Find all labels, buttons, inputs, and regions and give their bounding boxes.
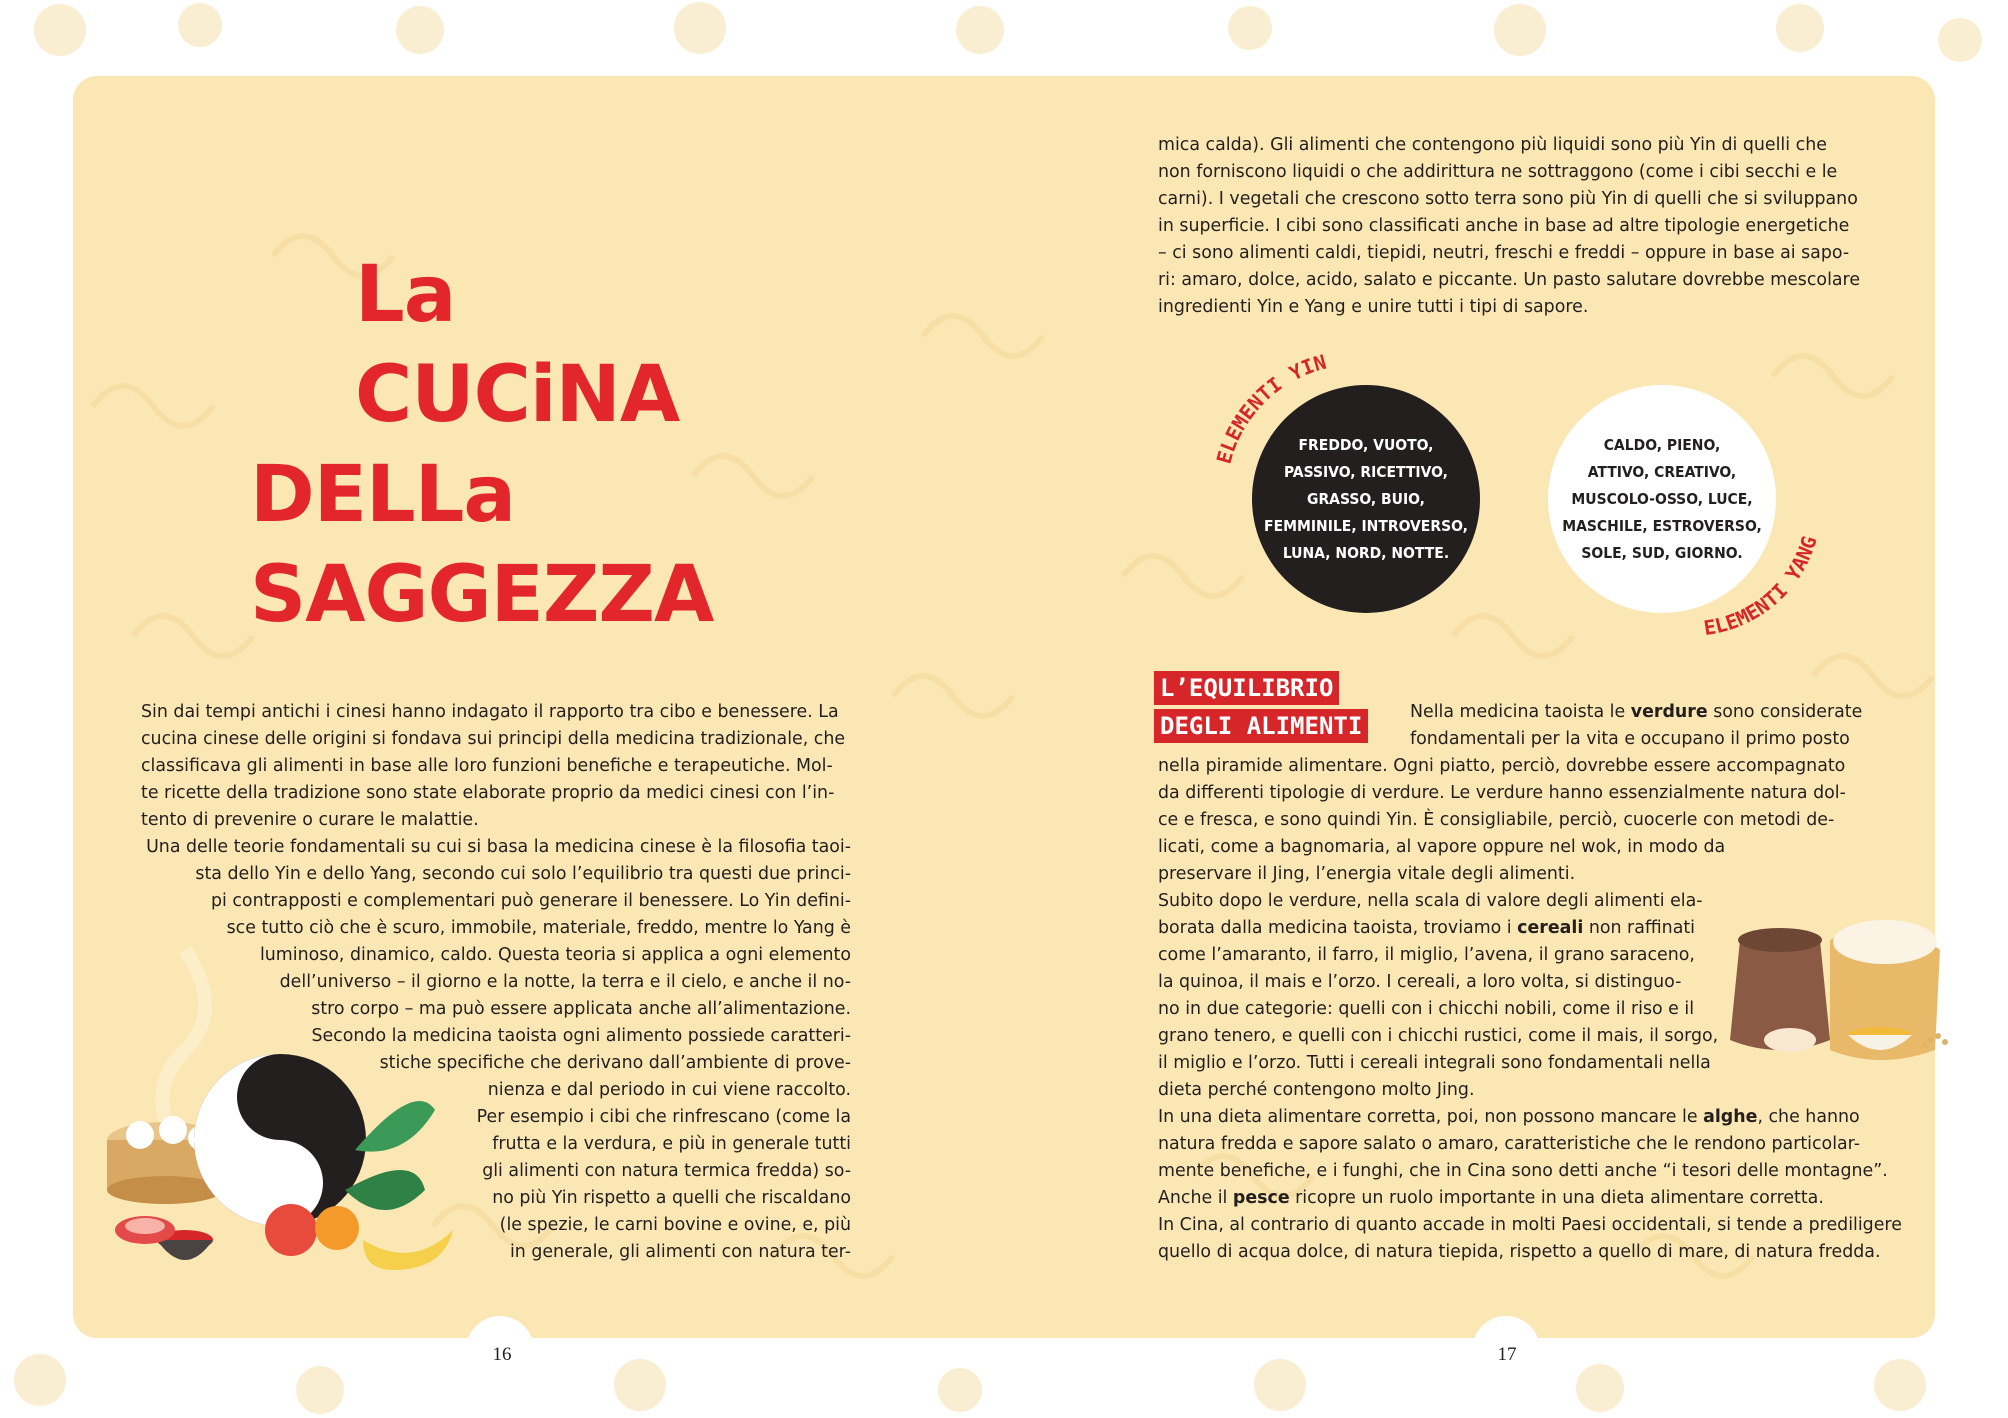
yin-label-arc (1200, 335, 1400, 495)
text-line: Una delle teorie fondamentali su cui si basa la medicina cinese è la filosofia taoi- (146, 837, 851, 857)
page-number-right: 17 (1497, 1344, 1517, 1365)
text-line: classificava gli alimenti in base alle loro funzioni benefiche e terapeutiche. Mol- (141, 756, 833, 776)
text-line: nienza e dal periodo in cui viene raccolto. (487, 1080, 851, 1100)
text-line: no in due categorie: quelli con i chicchi nobili, come il riso e il (1158, 999, 1695, 1019)
yang-label: ELEMENTI YANG (1702, 533, 1822, 641)
intro-paragraph (141, 699, 851, 834)
steam-swirl (162, 950, 205, 1140)
text-line: mente benefiche, e i funghi, che in Cina sono detti anche “i tesori delle montagne”. (1158, 1161, 1888, 1181)
text-line: te ricette della tradizione sono state elaborate proprio da medici cinesi con l’in- (141, 783, 835, 803)
text-line: dieta perché contengono molto Jing. (1158, 1080, 1475, 1100)
yang-item: SOLE, SUD, GIORNO. (1581, 543, 1743, 562)
text-line: grano tenero, e quelli con i chicchi rustici, come il mais, il sorgo, (1158, 1026, 1719, 1046)
bold-term: pesce (1232, 1188, 1290, 1208)
text-line: pi contrapposti e complementari può generare il benessere. Lo Yin defini- (210, 891, 851, 911)
yin-item: FREDDO, VUOTO, (1298, 435, 1434, 454)
svg-text:ELEMENTI YANG (1702, 533, 1822, 640)
text-line: mica calda). Gli alimenti che contengono più liquidi sono più Yin di quelli che (1158, 135, 1827, 155)
title-line-1: La CUCiNA (355, 250, 680, 440)
egg-shapes (1764, 1028, 1816, 1052)
text-line: Sin dai tempi antichi i cinesi hanno indagato il rapporto tra cibo e benessere. La (141, 702, 839, 722)
text-line: natura fredda e sapore salato o amaro, caratteristiche che le rendono particolar- (1158, 1134, 1860, 1154)
text-line: sce tutto ciò che è scuro, immobile, materiale, freddo, mentre lo Yang è (226, 918, 851, 938)
fruits (265, 1204, 453, 1270)
section-intro (1410, 699, 1868, 753)
yin-yang-food-illustration (105, 930, 465, 1280)
text-line: dell’universo – il giorno e la notte, la terra e il cielo, e anche il no- (279, 972, 851, 992)
yang-item: MASCHILE, ESTROVERSO, (1562, 516, 1762, 535)
text-line: sta dello Yin e dello Yang, secondo cui solo l’equilibrio tra questi due princi- (195, 864, 851, 884)
text-line: in generale, gli alimenti con natura ter- (509, 1242, 851, 1262)
text-line: la quinoa, il mais e l’orzo. I cereali, a loro volta, si distinguo- (1158, 972, 1682, 992)
yin-item: FEMMINILE, INTROVERSO, (1264, 516, 1468, 535)
text-line: cucina cinese delle origini si fondava sui principi della medicina tradizionale, che (141, 729, 846, 749)
text-line: tento di prevenire o curare le malattie. (141, 810, 479, 830)
svg-text:ELEMENTI YIN (1212, 350, 1329, 467)
text-line: stro corpo – ma può essere applicata anche all’alimentazione. (311, 999, 851, 1019)
text-line: In Cina, al contrario di quanto accade in molti Paesi occidentali, si tende a prediligere (1158, 1215, 1902, 1235)
yang-item: ATTIVO, CREATIVO, (1587, 462, 1737, 481)
text-line: non forniscono liquidi o che addirittura ne sottraggono (come i cibi secchi e le (1158, 162, 1838, 182)
text-line: carni). I vegetali che crescono sotto terra sono più Yin di quelli che si sviluppano (1158, 189, 1858, 209)
text-line: Nella medicina taoista le verdure sono considerate (1410, 702, 1863, 722)
text-line: come l’amaranto, il farro, il miglio, l’avena, il grano saraceno, (1158, 945, 1695, 965)
yang-item: CALDO, PIENO, (1603, 435, 1721, 454)
text-line: gli alimenti con natura termica fredda) so- (482, 1161, 851, 1181)
text-line: stiche specifiche che derivano dall’ambiente di prove- (379, 1053, 851, 1073)
text-line: in superficie. I cibi sono classificati anche in base ad altre tipologie energetiche (1158, 216, 1850, 236)
text-line: preservare il Jing, l’energia vitale degli alimenti. (1158, 864, 1576, 884)
page-title (250, 245, 775, 645)
text-line: frutta e la verdura, e più in generale tutti (492, 1134, 851, 1154)
meat-slice (115, 1216, 175, 1244)
text-line: ce e fresca, e sono quindi Yin. È consigliabile, perciò, cuocerle con metodi de- (1158, 810, 1835, 830)
yin-yang-symbol (194, 1054, 366, 1226)
bold-term: verdure (1630, 702, 1708, 722)
yin-item: PASSIVO, RICETTIVO, (1284, 462, 1448, 481)
text-line: ri: amaro, dolce, acido, salato e piccante. Un pasto salutare dovrebbe mescolare (1158, 270, 1861, 290)
yin-label: ELEMENTI YIN (1211, 349, 1329, 467)
text-line: In una dieta alimentare corretta, poi, non possono mancare le alghe, che hanno (1158, 1107, 1860, 1127)
yang-label-arc (1690, 470, 1830, 650)
section-heading-line-1: L’EQUILIBRIO (1154, 671, 1339, 705)
page-number-left: 16 (492, 1344, 512, 1365)
text-line: (le spezie, le carni bovine e ovine, e, più (499, 1215, 851, 1235)
text-line: il miglio e l’orzo. Tutti i cereali integrali sono fondamentali nella (1158, 1053, 1711, 1073)
text-line: ingredienti Yin e Yang e unire tutti i tipi di sapore. (1158, 297, 1589, 317)
text-line: quello di acqua dolce, di natura tiepida, rispetto a quello di mare, di natura fredda. (1158, 1242, 1881, 1262)
yang-item: MUSCOLO-OSSO, LUCE, (1571, 489, 1753, 508)
text-line: fondamentali per la vita e occupano il primo posto (1410, 729, 1850, 749)
yin-item: GRASSO, BUIO, (1307, 489, 1425, 508)
continued-paragraph (1158, 132, 1868, 321)
text-line: Secondo la medicina taoista ogni alimento possiede caratteri- (311, 1026, 851, 1046)
yin-item: LUNA, NORD, NOTTE. (1282, 543, 1450, 562)
text-line: nella piramide alimentare. Ogni piatto, perciò, dovrebbe essere accompagnato (1158, 756, 1846, 776)
bold-term: cereali (1517, 918, 1584, 938)
text-line: luminoso, dinamico, caldo. Questa teoria si applica a ogni elemento (259, 945, 851, 965)
text-line: Per esempio i cibi che rinfrescano (come la (476, 1107, 851, 1127)
text-line: Anche il pesce ricopre un ruolo importante in una dieta alimentare corretta. (1158, 1188, 1824, 1208)
title-line-2: DELLa SAGGEZZA (250, 450, 714, 640)
text-line: licati, come a bagnomaria, al vapore oppure nel wok, in modo da (1158, 837, 1726, 857)
section-heading (1154, 671, 1368, 743)
section-heading-line-2: DEGLI ALIMENTI (1154, 709, 1368, 743)
text-line: no più Yin rispetto a quelli che riscaldano (492, 1188, 851, 1208)
text-line: da differenti tipologie di verdure. Le verdure hanno essenzialmente natura dol- (1158, 783, 1846, 803)
bold-term: alghe (1703, 1107, 1758, 1127)
text-line: Subito dopo le verdure, nella scala di valore degli alimenti ela- (1158, 891, 1703, 911)
text-line: borata dalla medicina taoista, troviamo i cereali non raffinati (1158, 918, 1696, 938)
grain-sacks-illustration (1720, 900, 1956, 1060)
text-line: – ci sono alimenti caldi, tiepidi, neutri, freschi e freddi – oppure in base ai sapo- (1158, 243, 1850, 263)
